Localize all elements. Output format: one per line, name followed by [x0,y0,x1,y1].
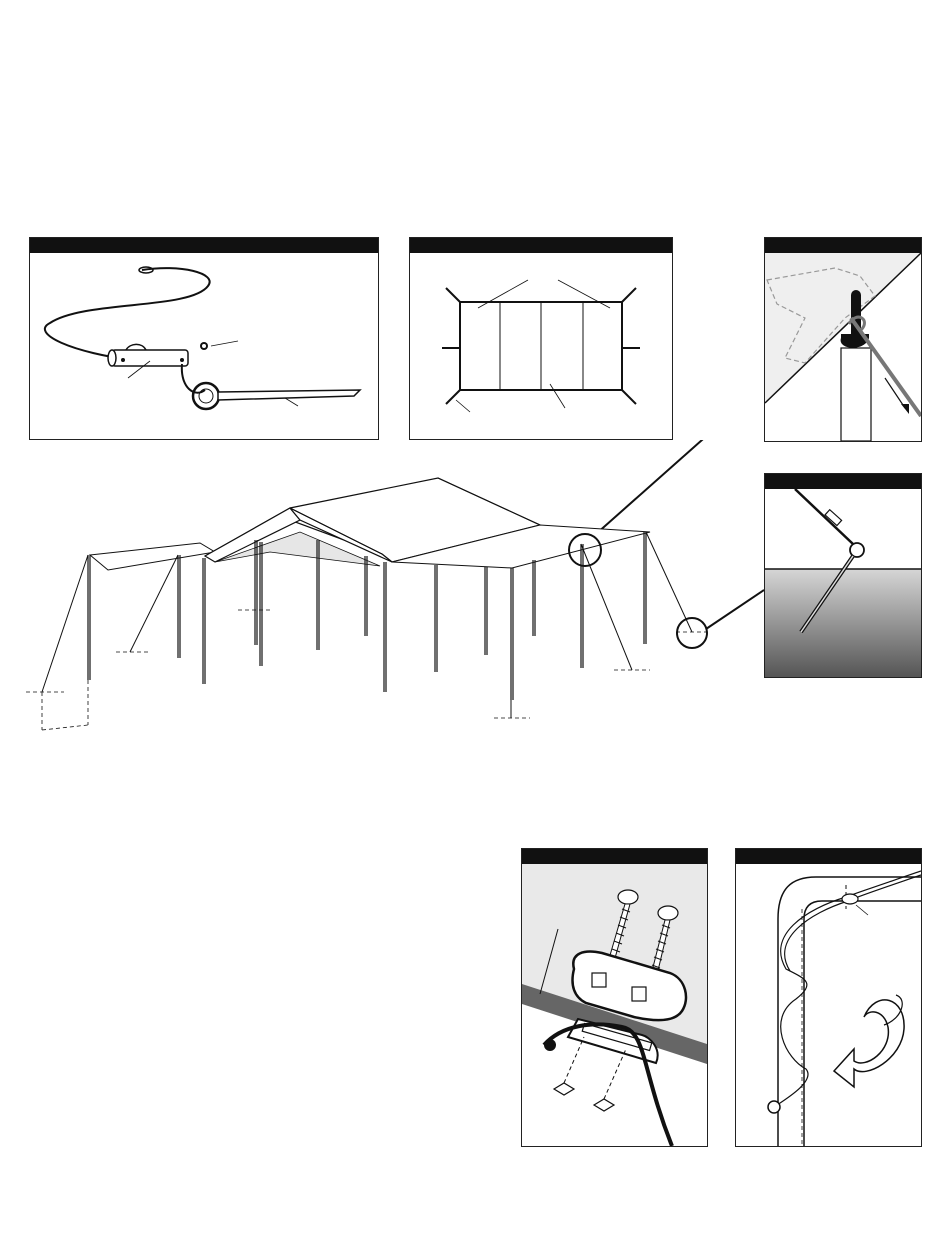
figure-canopy-top-view [409,237,673,440]
stake-at-leg-drawing [765,238,921,441]
canopy-top-view-drawing [410,238,672,439]
panel-header-bar [765,238,921,253]
panel-header-bar [30,238,378,253]
figure-stake-at-leg [764,237,922,442]
figure-clamp-assembly [521,848,708,1147]
figure-cable-wrap-leg [735,848,922,1147]
main-canopy-assembly [0,440,950,740]
clamp-assembly-drawing [522,849,707,1146]
panel-header-bar [410,238,672,253]
panel-header-bar [736,849,921,864]
panel-header-bar [522,849,707,864]
tie-down-kit-drawing [30,238,378,439]
figure-tie-down-kit [29,237,379,440]
cable-wrap-leg-drawing [736,849,921,1146]
